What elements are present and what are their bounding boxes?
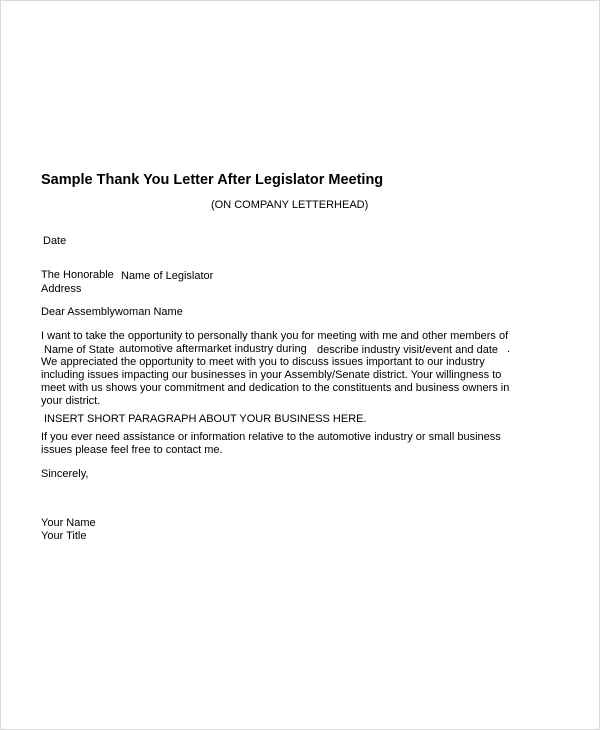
body-line-1: I want to take the opportunity to personally thank you for meeting with me and other members of <box>41 330 509 342</box>
signature-name: Your Name <box>41 517 96 529</box>
salutation: Dear Assemblywoman Name <box>41 306 183 318</box>
closing-line-2: issues please feel free to contact me. <box>41 444 223 456</box>
date-placeholder: Date <box>43 235 67 247</box>
body-line-4: including issues impacting our businesses in your Assembly/Senate district. Your willingness to <box>41 369 502 381</box>
signature-title: Your Title <box>41 530 87 542</box>
body-line-2-period: . <box>507 343 511 355</box>
closing-line-1: If you ever need assistance or information relative to the automotive industry or small business <box>41 431 501 443</box>
insert-paragraph-placeholder: INSERT SHORT PARAGRAPH ABOUT YOUR BUSINESS HERE. <box>44 413 367 425</box>
body-line-3: We appreciated the opportunity to meet with you to discuss issues important to our industry <box>41 356 485 368</box>
body-line-6: your district. <box>41 395 101 407</box>
recipient-address-placeholder: Address <box>41 283 82 295</box>
letterhead-placeholder: (ON COMPANY LETTERHEAD) <box>211 199 369 211</box>
signoff: Sincerely, <box>41 468 89 480</box>
recipient-honorific: The Honorable <box>41 269 114 281</box>
body-line-5: meet with us shows your commitment and dedication to the constituents and business owners in <box>41 382 510 394</box>
letter-title: Sample Thank You Letter After Legislator Meeting <box>41 172 384 188</box>
body-line-2-industry: automotive aftermarket industry during <box>119 343 307 355</box>
body-state-placeholder: Name of State <box>44 344 115 356</box>
body-describe-placeholder: describe industry visit/event and date <box>317 344 498 356</box>
recipient-name-placeholder: Name of Legislator <box>121 270 214 282</box>
